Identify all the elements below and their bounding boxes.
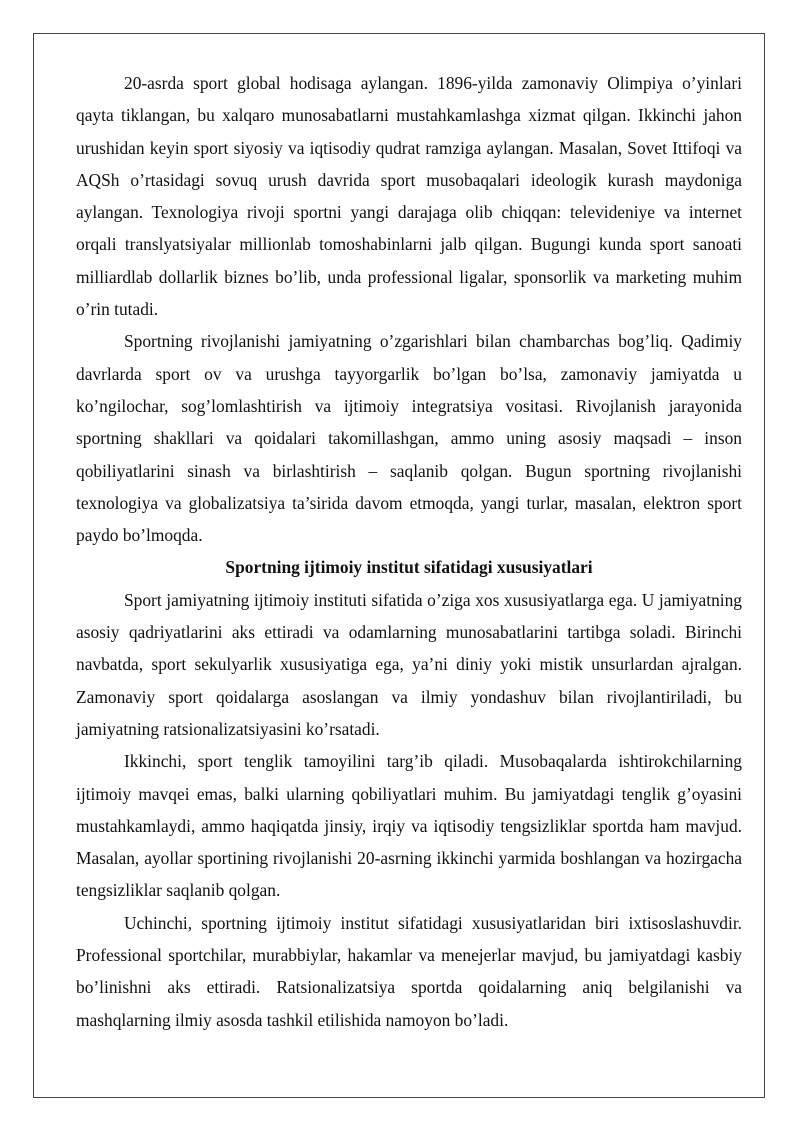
paragraph-specialization: Uchinchi, sportning ijtimoiy institut sifatidagi xususiyatlaridan biri ixtisoslashuvdir. Professional sportchilar, murabbiylar, hakamlar va menejerlar mavjud, bu jamiyatdagi kasbiy bo’linishni aks ettiradi. Ratsionalizatsiya sportda qoidalarning aniq belgilanishi va mashqlarning ilmiy asosda tashkil etilishida namoyon bo’ladi. (76, 912, 742, 1030)
paragraph-equality: Ikkinchi, sport tenglik tamoyilini targ’ib qiladi. Musobaqalarda ishtirokchilarning ijtimoiy mavqei emas, balki ularning qobiliyatlari muhim. Bu jamiyatdagi tenglik g’oyasini mustahkamlaydi, ammo haqiqatda jinsiy, irqiy va iqtisodiy tengsizliklar sportda ham mavjud. Masalan, ayollar sportining rivojlanishi 20-asrning ikkinchi yarmida boshlangan va hozirgacha tengsizliklar saqlanib qolgan. (76, 751, 742, 901)
paragraph-20th-century-sport: 20-asrda sport global hodisaga aylangan. 1896-yilda zamonaviy Olimpiya o’yinlari qayta tiklangan, bu xalqaro munosabatlarni mustahkamlashga xizmat qilgan. Ikkinchi jahon urushidan keyin sport siyosiy va iqtisodiy qudrat ramziga aylangan. Masalan, Sovet Ittifoqi va AQSh o’rtasidagi sovuq urush davrida sport musobaqalari ideologik kurash maydoniga aylangan. Texnologiya rivoji sportni yangi darajaga olib chiqqan: televideniye va internet orqali translyatsiyalar millionlab tomoshabinlarni jalb qilgan. Bugungi kunda sport sanoati milliardlab dollarlik biznes bo’lib, unda professional ligalar, sponsorlik va marketing muhim o’rin tutadi. (76, 73, 742, 320)
document-body (76, 67, 742, 1036)
paragraph-sport-development: Sportning rivojlanishi jamiyatning o’zgarishlari bilan chambarchas bog’liq. Qadimiy davrlarda sport ov va urushga tayyorgarlik bo’lgan bo’lsa, zamonaviy jamiyatda u ko’ngilochar, sog’lomlashtirish va ijtimoiy integratsiya vositasi. Rivojlanish jarayonida sportning shakllari va qoidalari takomillashgan, ammo uning asosiy maqsadi – inson qobiliyatlarini sinash va birlashtirish – saqlanib qolgan. Bugun sportning rivojlanishi texnologiya va globalizatsiya ta’sirida davom etmoqda, yangi turlar, masalan, elektron sport paydo bo’lmoqda. (76, 331, 742, 546)
section-heading: Sportning ijtimoiy institut sifatidagi xususiyatlari (225, 557, 593, 578)
paragraph-social-institution: Sport jamiyatning ijtimoiy instituti sifatida o’ziga xos xususiyatlarga ega. U jamiyatning asosiy qadriyatlarini aks ettiradi va odamlarning munosabatlarini tartibga soladi. Birinchi navbatda, sport sekulyarlik xususiyatiga ega, ya’ni diniy yoki mistik unsurlardan ajralgan. Zamonaviy sport qoidalarga asoslangan va ilmiy yondashuv bilan rivojlantiriladi, bu jamiyatning ratsionalizatsiyasini ko’rsatadi. (76, 589, 742, 739)
